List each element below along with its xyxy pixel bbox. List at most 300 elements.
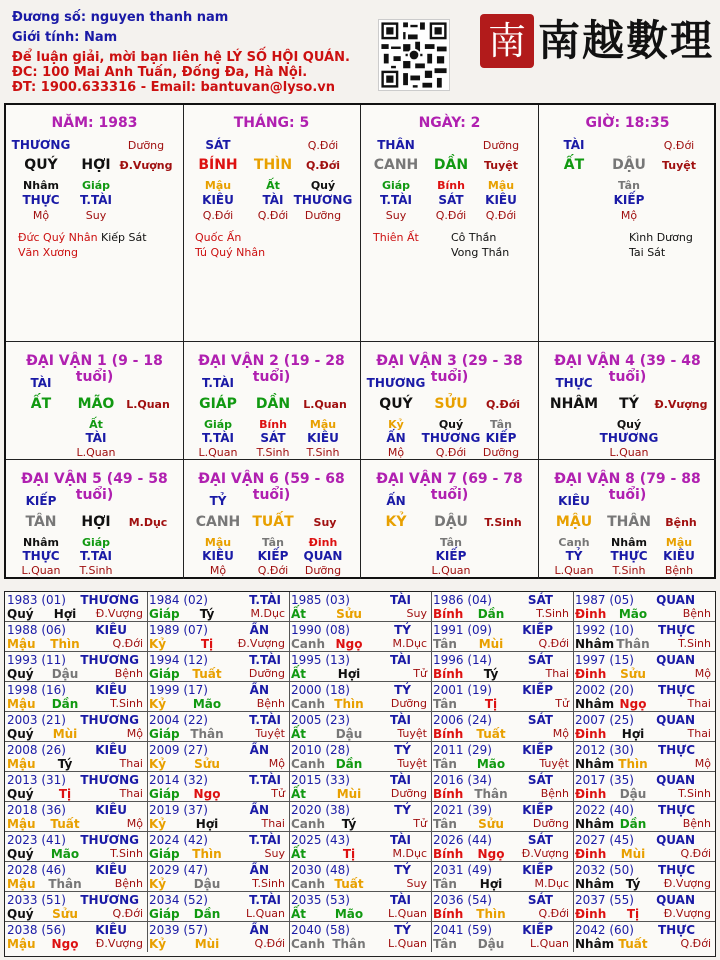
dai-van-cell xyxy=(361,460,539,579)
annual-stem: Ất xyxy=(291,667,307,681)
annual-ten-god: QUAN xyxy=(656,593,695,607)
annual-ten-god: KIÊU xyxy=(95,743,127,757)
annual-stage: Đ.Vượng xyxy=(663,877,711,890)
annual-year-cell xyxy=(289,652,432,682)
annual-year-cell xyxy=(289,922,432,952)
annual-year-label: 2006 (24) xyxy=(433,713,492,727)
annual-stem: Ất xyxy=(291,847,307,861)
hidden-stem: Quý xyxy=(438,418,464,431)
annual-branch: Dậu xyxy=(619,787,647,801)
hidden-stem: Ất xyxy=(266,179,280,192)
annual-stem: Tân xyxy=(433,877,457,891)
pillar-earthly-branch: THÌN xyxy=(253,157,293,173)
annual-branch: Dần xyxy=(51,697,79,711)
pillar-cell xyxy=(6,105,184,342)
hidden-stage: Q.Đới xyxy=(202,209,234,222)
annual-ten-god: TỶ xyxy=(394,923,411,937)
hidden-ten-god: KIÊU xyxy=(202,193,234,207)
annual-year-cell xyxy=(573,742,715,772)
dai-van-title: ĐẠI VẬN 8 (79 - 88 tuổi) xyxy=(554,471,701,503)
annual-stem: Ất xyxy=(291,787,307,801)
annual-year-cell xyxy=(431,922,574,952)
hidden-stem: Giáp xyxy=(81,179,111,192)
annual-year-cell xyxy=(5,892,148,922)
annual-stage: Mộ xyxy=(552,727,569,740)
annual-stem: Giáp xyxy=(149,787,180,801)
annual-year-label: 1991 (09) xyxy=(433,623,492,637)
dai-van-branch: TÝ xyxy=(619,396,639,412)
annual-year-label: 2023 (41) xyxy=(7,833,66,847)
annual-stem: Mậu xyxy=(7,637,36,651)
dai-van-title: ĐẠI VẬN 5 (49 - 58 tuổi) xyxy=(21,471,168,503)
annual-year-cell xyxy=(147,802,290,832)
annual-stem: Ất xyxy=(291,607,307,621)
star-label: Kiếp Sát xyxy=(101,231,147,244)
annual-stage: Suy xyxy=(264,847,285,860)
dai-van-title: ĐẠI VẬN 1 (9 - 18 tuổi) xyxy=(26,353,163,385)
dai-van-ten-god: T.TÀI xyxy=(202,376,234,390)
hidden-ten-god: THƯƠNG xyxy=(293,193,353,207)
pillar-ten-god: THƯƠNG xyxy=(11,138,71,152)
annual-stage: Bệnh xyxy=(540,787,569,800)
hidden-ten-god: SÁT xyxy=(260,431,286,445)
hidden-stem: Canh xyxy=(558,536,590,549)
annual-branch: Dậu xyxy=(193,877,221,891)
annual-ten-god: THƯƠNG xyxy=(80,653,139,667)
annual-year-cell xyxy=(147,712,290,742)
annual-ten-god: TÀI xyxy=(389,713,411,727)
annual-stage: T.Sinh xyxy=(536,607,569,620)
annual-stem: Ất xyxy=(291,907,307,921)
annual-stage: T.Sinh xyxy=(252,877,285,890)
annual-branch: Thân xyxy=(616,637,650,651)
hidden-stem: Tân xyxy=(440,536,462,549)
annual-branch: Tuất xyxy=(334,877,364,891)
annual-year-cell xyxy=(431,682,574,712)
annual-branch: Hợi xyxy=(53,607,77,621)
annual-year-cell xyxy=(289,592,432,622)
annual-stage: Thai xyxy=(545,667,569,680)
annual-branch: Tý xyxy=(341,817,357,831)
dai-van-cell xyxy=(6,342,184,460)
hidden-stage: Q.Đới xyxy=(435,446,467,459)
annual-ten-god: KIÊU xyxy=(95,803,127,817)
dai-van-ten-god: ẤN xyxy=(386,494,406,508)
hidden-ten-god: TỶ xyxy=(565,549,583,563)
annual-year-cell xyxy=(5,682,148,712)
annual-stage: Bệnh xyxy=(114,667,143,680)
annual-stem: Ất xyxy=(291,727,307,741)
annual-stage: Q.Đới xyxy=(538,637,569,650)
hidden-stem: Giáp xyxy=(203,418,233,431)
annual-year-label: 1988 (06) xyxy=(7,623,66,637)
annual-ten-god: SÁT xyxy=(527,713,553,727)
dai-van-stage: L.Quan xyxy=(126,398,170,411)
annual-year-cell xyxy=(289,802,432,832)
annual-year-label: 2029 (47) xyxy=(149,863,208,877)
hidden-stage: Dưỡng xyxy=(304,564,342,577)
annual-year-label: 2020 (38) xyxy=(291,803,350,817)
hidden-stem: Mậu xyxy=(309,418,337,431)
hidden-stage: L.Quan xyxy=(21,564,61,577)
annual-ten-god: ẤN xyxy=(249,683,269,697)
annual-stage: M.Dục xyxy=(534,877,569,890)
annual-ten-god: TÀI xyxy=(389,593,411,607)
annual-year-label: 1993 (11) xyxy=(7,653,66,667)
hidden-ten-god: KIÊU xyxy=(663,549,695,563)
annual-branch: Mão xyxy=(192,697,222,711)
annual-year-label: 2001 (19) xyxy=(433,683,492,697)
hidden-stem: Bính xyxy=(259,418,287,431)
annual-year-label: 2025 (43) xyxy=(291,833,350,847)
annual-year-cell xyxy=(5,922,148,952)
dai-van-branch: HỢI xyxy=(81,514,111,530)
annual-branch: Mão xyxy=(334,907,364,921)
annual-stage: Thai xyxy=(261,817,285,830)
annual-branch: Tị xyxy=(200,637,214,651)
annual-stem: Canh xyxy=(291,937,325,951)
annual-year-cell xyxy=(573,592,715,622)
annual-stage: Q.Đới xyxy=(680,847,711,860)
annual-year-cell xyxy=(573,832,715,862)
annual-year-label: 1992 (10) xyxy=(575,623,634,637)
dai-van-cell xyxy=(6,460,184,579)
annual-branch: Sửu xyxy=(194,757,220,771)
annual-ten-god: KIÊU xyxy=(95,623,127,637)
dai-van-ten-god: THỰC xyxy=(555,376,593,390)
annual-stage: Tuyệt xyxy=(539,757,569,770)
dai-van-stem: QUÝ xyxy=(379,396,413,412)
annual-branch: Mùi xyxy=(52,727,78,741)
annual-ten-god: QUAN xyxy=(656,653,695,667)
annual-stage: T.Sinh xyxy=(110,697,143,710)
auspicious-star: Đức Quý Nhân xyxy=(18,231,98,244)
hidden-ten-god: KIÊU xyxy=(485,193,517,207)
dai-van-cell xyxy=(539,460,716,579)
hidden-ten-god: SÁT xyxy=(438,193,464,207)
annual-stage: Thai xyxy=(687,697,711,710)
annual-year-label: 1986 (04) xyxy=(433,593,492,607)
annual-year-label: 2035 (53) xyxy=(291,893,350,907)
annual-branch: Thân xyxy=(332,937,366,951)
annual-ten-god: SÁT xyxy=(527,893,553,907)
annual-branch: Hợi xyxy=(621,727,645,741)
annual-stem: Mậu xyxy=(7,697,36,711)
annual-ten-god: ẤN xyxy=(249,623,269,637)
annual-branch: Ngọ xyxy=(51,937,79,951)
annual-stage: Bệnh xyxy=(256,697,285,710)
annual-year-cell xyxy=(431,652,574,682)
dai-van-ten-god: TÀI xyxy=(30,376,52,390)
star-label: Cô Thần xyxy=(451,231,497,244)
auspicious-star: Thiên Ất xyxy=(373,231,419,244)
dai-van-ten-god: TỶ xyxy=(209,494,227,508)
auspicious-star: Tú Quý Nhân xyxy=(195,246,266,259)
star-label: Kình Dương xyxy=(629,231,693,244)
annual-year-label: 2032 (50) xyxy=(575,863,634,877)
dai-van-branch: DẬU xyxy=(434,514,468,530)
annual-stem: Tân xyxy=(433,757,457,771)
annual-year-label: 1995 (13) xyxy=(291,653,350,667)
pillar-heavenly-stem: BÍNH xyxy=(198,157,238,173)
pillar-title: GIỜ: 18:35 xyxy=(585,115,670,131)
hidden-ten-god: KIẾP xyxy=(257,549,289,563)
annual-year-label: 2003 (21) xyxy=(7,713,66,727)
annual-branch: Tý xyxy=(57,757,73,771)
hidden-stem: Nhâm xyxy=(23,179,59,192)
annual-year-cell xyxy=(431,832,574,862)
annual-branch: Tuất xyxy=(50,817,80,831)
annual-stage: Đ.Vượng xyxy=(521,847,569,860)
hidden-ten-god: KIẾP xyxy=(435,549,467,563)
annual-stage: Dưỡng xyxy=(390,787,427,800)
annual-year-label: 2039 (57) xyxy=(149,923,208,937)
annual-branch: Dần xyxy=(477,607,505,621)
annual-branch: Tị xyxy=(58,787,72,801)
annual-stage: L.Quan xyxy=(388,907,427,920)
hidden-stage: T.Sinh xyxy=(79,564,113,577)
annual-year-cell xyxy=(147,682,290,712)
annual-year-label: 2024 (42) xyxy=(149,833,208,847)
annual-stem: Mậu xyxy=(7,877,36,891)
dai-van-stage: L.Quan xyxy=(303,398,347,411)
annual-stage: Thai xyxy=(119,787,143,800)
annual-ten-god: SÁT xyxy=(527,653,553,667)
dai-van-stage: Bệnh xyxy=(665,516,697,529)
annual-stem: Giáp xyxy=(149,727,180,741)
pillar-branch-stage: Tuyệt xyxy=(483,159,519,172)
hidden-stem: Tân xyxy=(618,179,640,192)
annual-stem: Đinh xyxy=(575,727,607,741)
annual-year-cell xyxy=(573,652,715,682)
pillar-cell xyxy=(361,105,539,342)
annual-year-cell xyxy=(431,862,574,892)
dai-van-branch: TUẤT xyxy=(252,514,294,530)
annual-stem: Quý xyxy=(7,727,34,741)
annual-branch: Mùi xyxy=(620,847,646,861)
annual-year-cell xyxy=(5,652,148,682)
hidden-stem: Quý xyxy=(310,179,336,192)
annual-year-cell xyxy=(289,712,432,742)
annual-year-cell xyxy=(431,802,574,832)
annual-year-cell xyxy=(289,892,432,922)
annual-branch: Sửu xyxy=(620,667,646,681)
annual-ten-god: THƯƠNG xyxy=(80,713,139,727)
hidden-stage: Suy xyxy=(85,209,107,222)
annual-ten-god: THỰC xyxy=(657,923,695,937)
hidden-stem: Bính xyxy=(437,179,465,192)
pillar-title: NGÀY: 2 xyxy=(418,115,481,131)
annual-stage: Tuyệt xyxy=(255,727,285,740)
annual-stem: Canh xyxy=(291,757,325,771)
annual-ten-god: KIÊU xyxy=(95,863,127,877)
hidden-ten-god: TÀI xyxy=(262,193,284,207)
annual-year-cell xyxy=(573,682,715,712)
hidden-ten-god: THỰC xyxy=(22,193,60,207)
hidden-ten-god: KIẾP xyxy=(613,193,645,207)
annual-ten-god: TÀI xyxy=(389,773,411,787)
annual-year-cell xyxy=(289,742,432,772)
annual-stem: Mậu xyxy=(7,817,36,831)
annual-year-label: 2005 (23) xyxy=(291,713,350,727)
annual-ten-god: KIÊU xyxy=(95,683,127,697)
annual-stage: Thai xyxy=(119,757,143,770)
annual-year-cell xyxy=(5,802,148,832)
annual-year-cell xyxy=(431,892,574,922)
annual-ten-god: TỶ xyxy=(394,743,411,757)
annual-ten-god: TỶ xyxy=(394,863,411,877)
person-name-line xyxy=(12,10,228,25)
gender-value: Nam xyxy=(83,30,118,45)
dai-van-title: ĐẠI VẬN 7 (69 - 78 tuổi) xyxy=(376,471,523,503)
annual-ten-god: T.TÀI xyxy=(249,713,281,727)
auspicious-star: Văn Xương xyxy=(18,246,78,259)
annual-branch: Mùi xyxy=(336,787,362,801)
annual-ten-god: TỶ xyxy=(394,803,411,817)
annual-ten-god: ẤN xyxy=(249,863,269,877)
annual-ten-god: QUAN xyxy=(656,773,695,787)
pillar-earthly-branch: DẦN xyxy=(433,157,469,173)
annual-year-cell xyxy=(147,592,290,622)
hidden-stem: Giáp xyxy=(381,179,411,192)
annual-year-cell xyxy=(573,712,715,742)
dai-van-cell xyxy=(183,460,361,579)
pillar-life-stage: Q.Đới xyxy=(307,139,339,152)
annual-year-label: 2041 (59) xyxy=(433,923,492,937)
annual-year-cell xyxy=(289,832,432,862)
pillar-title: NĂM: 1983 xyxy=(51,115,138,131)
hidden-ten-god: KIÊU xyxy=(202,549,234,563)
hidden-ten-god: THỰC xyxy=(610,549,648,563)
annual-year-label: 2016 (34) xyxy=(433,773,492,787)
annual-year-cell xyxy=(147,622,290,652)
annual-stage: Đ.Vượng xyxy=(237,637,285,650)
pillar-branch-stage: Đ.Vượng xyxy=(119,159,173,172)
star-label: Tai Sát xyxy=(629,246,666,259)
hidden-stage: Mộ xyxy=(620,209,638,222)
annual-stage: Mộ xyxy=(126,727,143,740)
annual-year-cell xyxy=(5,772,148,802)
annual-stage: Đ.Vượng xyxy=(95,607,143,620)
annual-stem: Kỷ xyxy=(149,877,167,891)
annual-stage: Dưỡng xyxy=(248,667,285,680)
annual-stem: Tân xyxy=(433,817,457,831)
annual-year-cell xyxy=(5,622,148,652)
auspicious-star: Quốc Ấn xyxy=(195,231,242,244)
annual-year-cell xyxy=(5,862,148,892)
annual-year-label: 2004 (22) xyxy=(149,713,208,727)
annual-stage: Tử xyxy=(413,817,427,830)
annual-ten-god: THỰC xyxy=(657,743,695,757)
annual-branch: Thân xyxy=(474,787,508,801)
annual-stem: Canh xyxy=(291,697,325,711)
qr-code-icon[interactable] xyxy=(378,19,450,91)
annual-stage: Q.Đới xyxy=(254,937,285,950)
dai-van-cell xyxy=(539,342,716,460)
annual-stage: T.Sinh xyxy=(110,847,143,860)
annual-stage: M.Dục xyxy=(392,637,427,650)
pillar-ten-god: SÁT xyxy=(205,138,231,152)
annual-year-label: 2027 (45) xyxy=(575,833,634,847)
annual-year-label: 1998 (16) xyxy=(7,683,66,697)
annual-ten-god: T.TÀI xyxy=(249,653,281,667)
annual-stem: Kỷ xyxy=(149,757,167,771)
hidden-ten-god: THƯƠNG xyxy=(421,431,481,445)
annual-year-label: 2040 (58) xyxy=(291,923,350,937)
annual-stage: Bệnh xyxy=(114,877,143,890)
annual-year-label: 1984 (02) xyxy=(149,593,208,607)
hidden-stage: Q.Đới xyxy=(435,209,467,222)
dai-van-ten-god: KIÊU xyxy=(558,494,590,508)
annual-stage: Dưỡng xyxy=(390,697,427,710)
annual-stem: Đinh xyxy=(575,667,607,681)
annual-year-cell xyxy=(431,712,574,742)
annual-ten-god: KIẾP xyxy=(522,683,553,697)
annual-stage: Suy xyxy=(406,607,427,620)
annual-year-label: 1997 (15) xyxy=(575,653,634,667)
hidden-ten-god: ẤN xyxy=(386,431,406,445)
pillar-earthly-branch: HỢI xyxy=(81,157,111,173)
annual-stage: T.Sinh xyxy=(678,637,711,650)
annual-ten-god: TÀI xyxy=(389,893,411,907)
annual-stage: Bệnh xyxy=(682,817,711,830)
annual-branch: Dậu xyxy=(51,667,79,681)
annual-year-cell xyxy=(573,802,715,832)
hidden-stage: L.Quan xyxy=(431,564,471,577)
annual-branch: Tị xyxy=(342,847,356,861)
dai-van-cell xyxy=(361,342,539,460)
hidden-ten-god: QUAN xyxy=(303,549,343,563)
annual-branch: Tý xyxy=(483,667,499,681)
annual-year-cell xyxy=(431,772,574,802)
annual-year-label: 2013 (31) xyxy=(7,773,66,787)
dai-van-stage: Đ.Vượng xyxy=(654,398,708,411)
dai-van-stem: GIÁP xyxy=(199,396,237,412)
pillar-ten-god: TÀI xyxy=(563,138,585,152)
annual-stem: Nhâm xyxy=(575,937,615,951)
annual-year-cell xyxy=(147,772,290,802)
annual-stem: Nhâm xyxy=(575,757,615,771)
annual-year-cell xyxy=(147,652,290,682)
hidden-stem: Mậu xyxy=(204,536,232,549)
annual-stem: Giáp xyxy=(149,607,180,621)
annual-ten-god: T.TÀI xyxy=(249,593,281,607)
annual-stem: Quý xyxy=(7,787,34,801)
annual-ten-god: THƯƠNG xyxy=(80,593,139,607)
contact-phone-email: ĐT: 1900.633316 - Email: bantuvan@lyso.vn xyxy=(12,80,336,95)
annual-branch: Dậu xyxy=(477,937,505,951)
hidden-stage: Suy xyxy=(385,209,407,222)
pillar-life-stage: Dưỡng xyxy=(127,139,165,152)
annual-branch: Thân xyxy=(190,727,224,741)
annual-ten-god: QUAN xyxy=(656,893,695,907)
annual-stage: Suy xyxy=(406,877,427,890)
hidden-stage: Q.Đới xyxy=(485,209,517,222)
annual-stem: Bính xyxy=(433,907,464,921)
annual-year-label: 1985 (03) xyxy=(291,593,350,607)
annual-branch: Tuất xyxy=(476,727,506,741)
hidden-stage: Dưỡng xyxy=(482,446,520,459)
annual-branch: Sửu xyxy=(52,907,78,921)
annual-year-cell xyxy=(289,622,432,652)
annual-ten-god: THƯƠNG xyxy=(80,773,139,787)
annual-stem: Tân xyxy=(433,937,457,951)
annual-stem: Canh xyxy=(291,877,325,891)
hidden-ten-god: THƯƠNG xyxy=(599,431,659,445)
annual-year-label: 2042 (60) xyxy=(575,923,634,937)
hidden-ten-god: T.TÀI xyxy=(380,193,412,207)
annual-year-label: 2014 (32) xyxy=(149,773,208,787)
